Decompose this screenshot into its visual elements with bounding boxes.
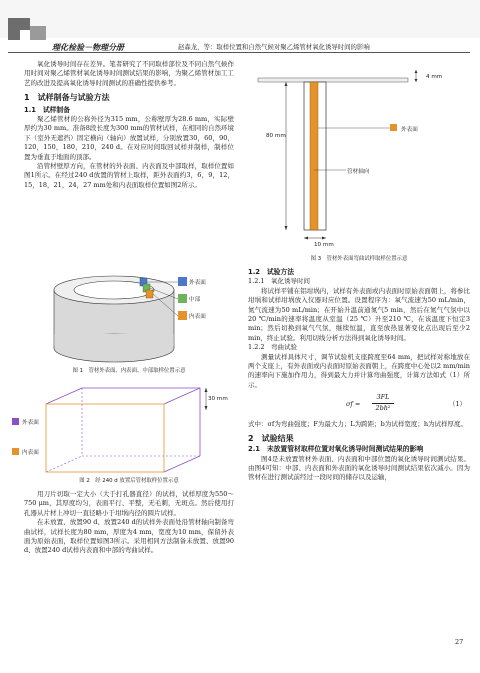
section-2-title: 2 试验结果	[248, 433, 294, 443]
header-rule	[8, 52, 470, 53]
fig2-label-outer: 外表面	[22, 420, 39, 426]
fig3-label-axis: 管材轴向	[347, 169, 370, 175]
fig2-label-inner: 内表面	[22, 450, 39, 456]
equation-explanation: 式中：σf为弯曲强度；F为最大力；L为跨距；b为试样宽度；h为试样厚度。	[248, 420, 468, 429]
paragraph-bending-test: 测量试样具体尺寸，调节试验机支座跨度至64 mm，把试样对称地放在两个支座上，有外表面或内表面时原始表面朝上，在跨度中心处以2 mm/min的速率向下施加作用力，得到最大力并计算弯曲强度，计算方法如式（1）所示。	[248, 352, 470, 389]
figure-2-caption: 图 2 经 240 d 放置后管材取样位置示意	[79, 478, 179, 484]
fig1-label-outer: 外表面	[189, 280, 206, 286]
fig3-dim-width: 10 mm	[314, 242, 334, 248]
figure-3-caption: 图 3 管材外表面弯曲试样取样位置示意	[310, 256, 408, 262]
running-title: 赵森龙，等：取样位置和自然气候对聚乙烯管材氧化诱导时间的影响	[178, 43, 370, 51]
section-1-2-title: 1.2 试验方法	[248, 268, 295, 276]
left-column-lower	[24, 490, 234, 556]
figure-3-strip-diagram	[252, 70, 462, 250]
figure-1-pipe-diagram	[40, 274, 230, 374]
fig1-label-middle: 中部	[189, 297, 201, 303]
fig3-dim-length: 80 mm	[266, 133, 286, 139]
paragraph-bending-samples: 在未放置、放置90 d、放置240 d的试样外表面处沿管材轴向制备弯曲试样，试样长度为80 mm，厚度为4 mm，宽度为10 mm，保留外表面为原始表面，取样位置如图3所示。采用相同方法制备未放置、放置90 d、放置240 d试样内表面和中部的弯曲试样。	[24, 518, 234, 555]
paragraph-oit-method: 将试样平铺在铝坩埚内，试样有外表面或内表面时原始表面朝上，将参比坩埚和试样坩埚放入仪器对应位置。设置程序为：氧气流速为50 mL/min，氮气流速为50 mL/min；在开始升温前通氮气5 min，然后在氮气气氛中以20 ℃/min的速率将温度从室温（25 ℃）升至210 ℃，在该温度下恒定3 min；然后切换到氧气气氛，继续恒温，直至放热显著变化点出现后至少2 min，终止试验。利用切线分析方法得到氧化诱导时间。	[248, 286, 470, 342]
page-number: 27	[455, 638, 464, 646]
fig1-label-inner: 内表面	[189, 314, 206, 320]
equation-denominator: 2bh²	[375, 404, 391, 413]
fig3-dim-top: 4 mm	[426, 74, 443, 80]
section-1-title: 1 试样制备与试验方法	[24, 93, 110, 103]
left-column	[24, 60, 234, 190]
paragraph-results: 图4是未放置管材外表面、内表面和中部位置的氧化诱导时间测试结果。由图4可知：中部、内表面和外表面的氧化诱导时间测试结果依次减小。因为管材在进行测试前经过一段时间的储存以及运输，	[248, 454, 470, 482]
equation-1	[248, 392, 470, 418]
paragraph-cutting: 用刀片切取一定大小（大于打孔器直径）的试样，试样厚度为550～750 μm，其厚度均匀，表面平行、平整，无毛刺，无斑点。然后使用打孔器从片材上冲切一直径略小于坩埚内径的圆片试样。	[24, 490, 234, 517]
section-1-1-title: 1.1 试样制备	[24, 105, 71, 114]
section-1-2-1-title: 1.2.1 氧化诱导时间	[248, 277, 311, 286]
paragraph-sampling-position: 沿管材壁厚方向，在管材的外表面、内表面及中部取样，取样位置如图1所示。在经过240 d放置的管材上取样，距外表面约3，6，9，12，15，18，21，24，27 mm处和内表面取样位置如图2所示。	[24, 162, 234, 189]
figure-2-box-diagram	[40, 382, 230, 482]
intro-paragraph: 氧化诱导时间存在差异。笔者研究了不同取样部位及不同自然气候作用时间对聚乙烯管材氧化诱导时间测试结果的影响，为聚乙烯管材加工工艺的改进及提高氧化诱导时间测试的准确性提供参考。	[24, 60, 234, 87]
equation-numerator: 3FL	[372, 393, 394, 403]
section-2-1-title: 2.1 未放置管材取样位置对氧化诱导时间测试结果的影响	[248, 445, 424, 454]
equation-lhs: σf =	[346, 400, 361, 409]
paragraph-sample-prep: 聚乙烯管材的公称外径为315 mm，公称壁厚为28.6 mm，实际壁厚约为30 mm。准备8段长度为300 mm的管材试样，在相同的自然环境下（室外无遮挡）固定横向（轴向）放置试样，分别放置30，60，90，120，150，180，210，240 d。在对应时间取回试样并制样，制样位置为垂直于地面的顶部。	[24, 115, 234, 161]
figure-1-caption: 图 1 管材外表面、内表面、中部取样位置示意	[72, 368, 186, 374]
fig3-label-outer: 外表面	[401, 127, 418, 133]
fig2-dimension-label: 30 mm	[208, 396, 228, 402]
journal-name: 理化检验－物理分册	[52, 43, 124, 52]
right-column	[248, 268, 470, 483]
equation-tag: （1）	[448, 400, 466, 409]
section-1-2-2-title: 1.2.2 弯曲试验	[248, 343, 298, 352]
